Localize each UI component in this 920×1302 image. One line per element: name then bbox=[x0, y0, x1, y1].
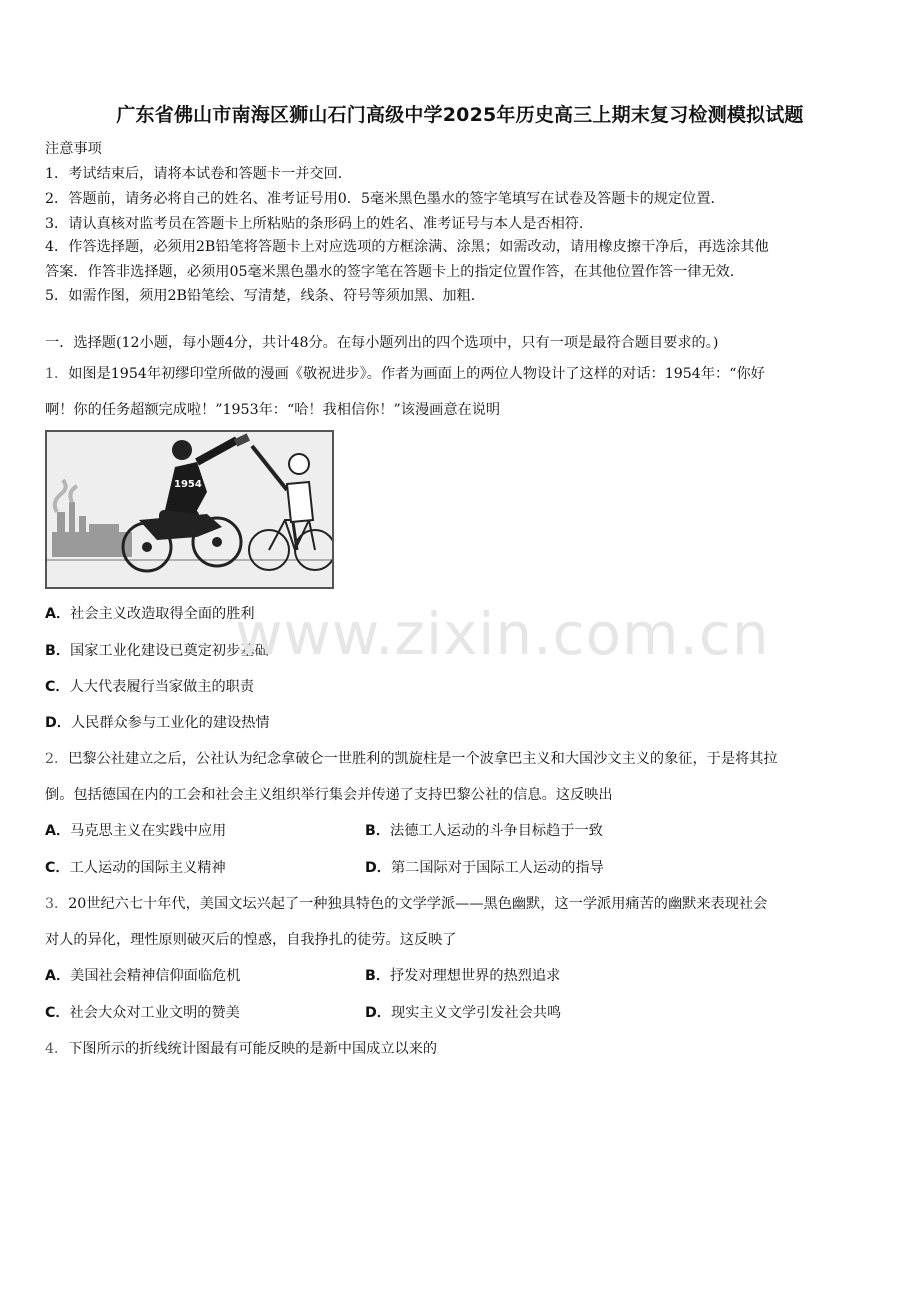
section-heading: 一．选择题(12小题，每小题4分，共计48分。在每小题列出的四个选项中，只有一项是最符合题目要求的。) bbox=[45, 335, 719, 351]
notice-item: 5．如需作图，须用2B铅笔绘、写清楚，线条、符号等须加黑、加粗． bbox=[45, 288, 485, 304]
question-4-line-1 bbox=[45, 1038, 437, 1058]
q1-option-b[interactable] bbox=[45, 640, 269, 660]
exam-title: 广东省佛山市南海区狮山石门高级中学2025年历史高三上期末复习检测模拟试题 bbox=[116, 104, 804, 126]
option-text: 抒发对理想世界的热烈追求 bbox=[390, 968, 561, 984]
option-text: 人大代表履行当家做主的职责 bbox=[69, 679, 255, 695]
option-text: 人民群众参与工业化的建设热情 bbox=[70, 715, 270, 731]
option-text: 工人运动的国际主义精神 bbox=[69, 860, 226, 876]
question-number: 3． bbox=[45, 896, 69, 912]
q2-option-a[interactable] bbox=[45, 820, 226, 840]
option-text: 马克思主义在实践中应用 bbox=[70, 823, 227, 839]
cartoon-illustration bbox=[47, 432, 332, 587]
notice-item: 2．答题前，请务必将自己的姓名、准考证号用0．5毫米黑色墨水的签字笔填写在试卷及答题卡的规定位置． bbox=[45, 191, 725, 207]
q2-option-b[interactable] bbox=[365, 820, 603, 840]
question-text: 下图所示的折线统计图最有可能反映的是新中国成立以来的 bbox=[68, 1041, 438, 1057]
question-number: 4． bbox=[45, 1041, 69, 1057]
option-key: C． bbox=[45, 679, 70, 695]
option-text: 法德工人运动的斗争目标趋于一致 bbox=[390, 823, 603, 839]
question-1-line-1 bbox=[45, 363, 765, 383]
option-key: D． bbox=[365, 860, 391, 876]
notice-item: 3．请认真核对监考员在答题卡上所粘贴的条形码上的姓名、准考证号与本人是否相符． bbox=[45, 216, 594, 232]
q2-option-c[interactable] bbox=[45, 857, 226, 877]
q1-option-a[interactable] bbox=[45, 603, 255, 623]
q1-option-c[interactable] bbox=[45, 676, 254, 696]
option-key: A． bbox=[45, 606, 71, 622]
question-3-line-2: 对人的异化，理性原则破灭后的惶惑，自我挣扎的徒劳。这反映了 bbox=[45, 932, 457, 948]
option-text: 美国社会精神信仰面临危机 bbox=[70, 968, 241, 984]
option-key: C． bbox=[45, 1005, 70, 1021]
q3-option-a[interactable] bbox=[45, 965, 240, 985]
q1-option-d[interactable] bbox=[45, 712, 270, 732]
rider-jersey-number: 1954 bbox=[174, 479, 202, 490]
q3-option-c[interactable] bbox=[45, 1002, 240, 1022]
question-text: 巴黎公社建立之后，公社认为纪念拿破仑一世胜利的凯旋柱是一个波拿巴主义和大国沙文主义的象征，于是将其拉 bbox=[68, 751, 778, 767]
question-number: 1． bbox=[45, 366, 69, 382]
option-key: A． bbox=[45, 968, 71, 984]
question-1-line-2: 啊！你的任务超额完成啦！”1953年：“哈！我相信你！”该漫画意在说明 bbox=[45, 402, 501, 418]
option-key: D． bbox=[45, 715, 71, 731]
notice-heading: 注意事项 bbox=[45, 141, 102, 157]
notice-item: 答案．作答非选择题，必须用05毫米黑色墨水的签字笔在答题卡上的指定位置作答，在其他位置作答一律无效． bbox=[45, 264, 745, 280]
question-2-line-1 bbox=[45, 748, 778, 768]
option-text: 第二国际对于国际工人运动的指导 bbox=[390, 860, 604, 876]
q2-option-d[interactable] bbox=[365, 857, 604, 877]
option-key: B． bbox=[365, 823, 391, 839]
q3-option-d[interactable] bbox=[365, 1002, 561, 1022]
option-key: B． bbox=[45, 643, 71, 659]
notice-item: 1．考试结束后，请将本试卷和答题卡一并交回． bbox=[45, 166, 352, 182]
question-text: 20世纪六七十年代，美国文坛兴起了一种独具特色的文学学派——黑色幽默，这一学派用痛苦的幽默来表现社会 bbox=[68, 896, 768, 912]
question-text: 如图是1954年初缪印堂所做的漫画《敬祝进步》。作者为画面上的两位人物设计了这样的对话：1954年：“你好 bbox=[68, 366, 765, 382]
question-number: 2． bbox=[45, 751, 69, 767]
option-text: 国家工业化建设已奠定初步基础 bbox=[70, 643, 269, 659]
option-key: A． bbox=[45, 823, 71, 839]
option-text: 现实主义文学引发社会共鸣 bbox=[390, 1005, 562, 1021]
option-key: C． bbox=[45, 860, 70, 876]
question-2-line-2: 倒。包括德国在内的工会和社会主义组织举行集会并传递了支持巴黎公社的信息。这反映出 bbox=[45, 787, 613, 803]
q3-option-b[interactable] bbox=[365, 965, 560, 985]
watermark: www.zixin.com.cn bbox=[235, 600, 770, 668]
option-key: B． bbox=[365, 968, 391, 984]
option-text: 社会主义改造取得全面的胜利 bbox=[70, 606, 255, 622]
cartoon-figure bbox=[45, 430, 334, 589]
option-key: D． bbox=[365, 1005, 391, 1021]
question-3-line-1 bbox=[45, 893, 767, 913]
notice-item: 4．作答选择题，必须用2B铅笔将答题卡上对应选项的方框涂满、涂黑；如需改动，请用橡皮擦干净后，再选涂其他 bbox=[45, 239, 769, 255]
option-text: 社会大众对工业文明的赞美 bbox=[69, 1005, 240, 1021]
